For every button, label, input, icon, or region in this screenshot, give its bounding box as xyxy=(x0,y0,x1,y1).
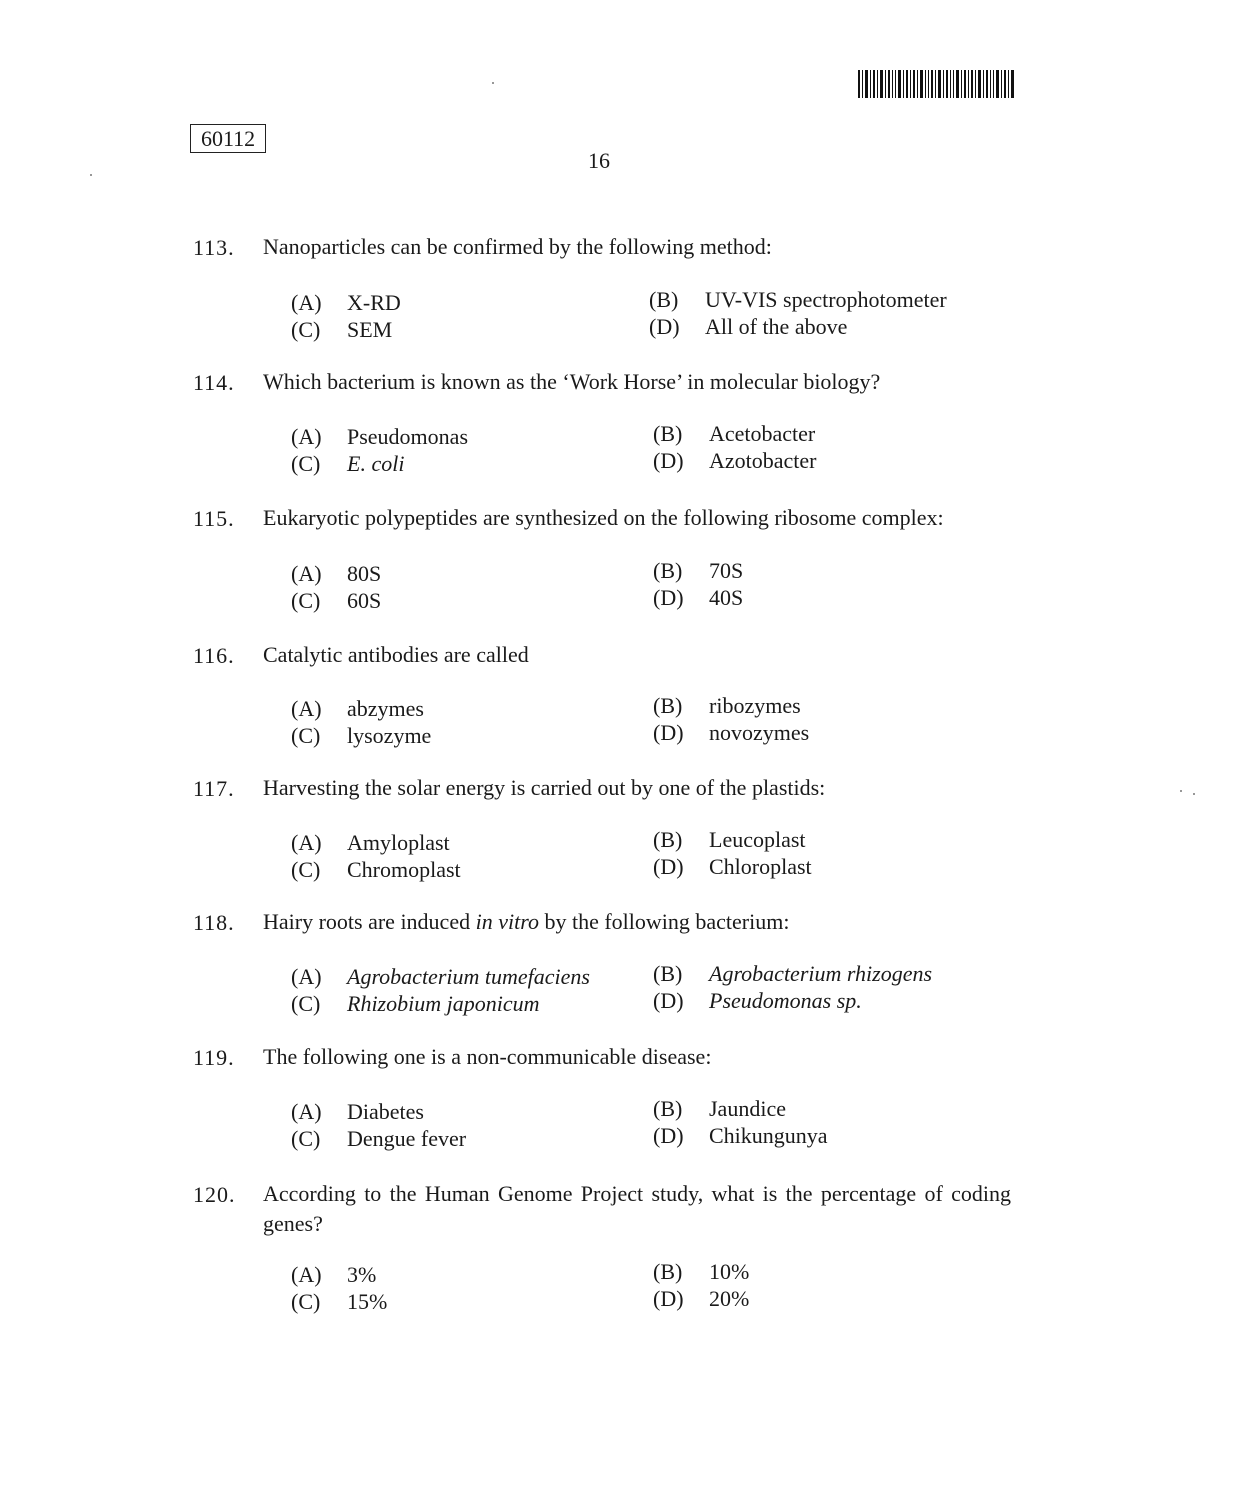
option-label: (D) xyxy=(653,854,684,879)
option-text: lysozyme xyxy=(347,723,432,748)
option-c xyxy=(291,588,381,614)
option-text: Dengue fever xyxy=(347,1126,467,1151)
option-label: (D) xyxy=(653,585,684,610)
option-text: E. coli xyxy=(347,451,405,476)
question-text-italic: in vitro xyxy=(475,909,539,934)
option-c xyxy=(291,317,392,343)
option-text: Leucoplast xyxy=(709,827,806,852)
option-c xyxy=(291,857,461,883)
option-text: Acetobacter xyxy=(709,421,816,446)
option-c xyxy=(291,1289,387,1315)
option-label: (C) xyxy=(291,1126,321,1151)
option-c xyxy=(291,451,404,477)
option-text: Agrobacterium tumefaciens xyxy=(347,964,590,989)
option-text: 10% xyxy=(709,1259,750,1284)
scan-speck xyxy=(1193,793,1195,795)
option-label: (D) xyxy=(653,448,684,473)
option-text: Chikungunya xyxy=(709,1123,828,1148)
option-d xyxy=(649,314,847,340)
option-d xyxy=(653,720,809,746)
option-label: (C) xyxy=(291,723,321,748)
option-text: 3% xyxy=(347,1262,377,1287)
option-d xyxy=(653,1286,749,1312)
option-text: SEM xyxy=(347,317,393,342)
question-number: 115. xyxy=(193,506,235,531)
option-label: (A) xyxy=(291,561,322,586)
option-d xyxy=(653,1123,828,1149)
option-label: (D) xyxy=(653,1286,684,1311)
option-a xyxy=(291,1099,424,1125)
option-label: (D) xyxy=(649,314,680,339)
option-b xyxy=(653,693,801,719)
option-text: X-RD xyxy=(347,290,401,315)
question-text-part: Hairy roots are induced xyxy=(263,909,476,934)
question-text: Eukaryotic polypeptides are synthesized on the following ribosome complex: xyxy=(263,505,944,530)
option-label: (D) xyxy=(653,720,684,745)
option-label: (B) xyxy=(649,287,679,312)
option-a xyxy=(291,424,468,450)
option-text: Pseudomonas xyxy=(347,424,468,449)
question-text: Nanoparticles can be confirmed by the following method: xyxy=(263,234,772,259)
option-label: (B) xyxy=(653,1259,683,1284)
option-b xyxy=(653,827,806,853)
option-text: Chloroplast xyxy=(709,854,812,879)
option-text: Amyloplast xyxy=(347,830,450,855)
option-label: (C) xyxy=(291,1289,321,1314)
option-label: (A) xyxy=(291,830,322,855)
option-label: (C) xyxy=(291,317,321,342)
question-text: The following one is a non-communicable disease: xyxy=(263,1044,712,1069)
option-label: (B) xyxy=(653,693,683,718)
question-number: 119. xyxy=(193,1045,235,1070)
option-d xyxy=(653,585,743,611)
scan-speck xyxy=(90,174,92,176)
option-label: (A) xyxy=(291,1099,322,1124)
option-label: (A) xyxy=(291,964,322,989)
option-d xyxy=(653,448,817,474)
option-a xyxy=(291,1262,376,1288)
option-label: (A) xyxy=(291,1262,322,1287)
option-c xyxy=(291,723,431,749)
option-label: (B) xyxy=(653,558,683,583)
option-label: (C) xyxy=(291,588,321,613)
option-d xyxy=(653,854,812,880)
option-label: (D) xyxy=(653,1123,684,1148)
option-text: All of the above xyxy=(705,314,848,339)
option-text: 60S xyxy=(347,588,382,613)
page-number: 16 xyxy=(588,148,610,173)
option-text: UV-VIS spectrophotometer xyxy=(705,287,947,312)
option-text: Agrobacterium rhizogens xyxy=(709,961,933,986)
question-text: According to the Human Genome Project study, what is the percentage of coding genes? xyxy=(263,1181,1011,1236)
option-d xyxy=(653,988,862,1014)
option-a xyxy=(291,696,424,722)
question-number: 120. xyxy=(193,1182,236,1207)
option-c xyxy=(291,1126,466,1152)
option-a xyxy=(291,964,590,990)
question-text-part: by the following bacterium: xyxy=(538,909,790,934)
option-b xyxy=(653,558,743,584)
option-label: (C) xyxy=(291,991,321,1016)
option-text: 15% xyxy=(347,1289,388,1314)
option-label: (D) xyxy=(653,988,684,1013)
option-label: (A) xyxy=(291,290,322,315)
option-label: (B) xyxy=(653,827,683,852)
option-text: 20% xyxy=(709,1286,750,1311)
option-label: (A) xyxy=(291,424,322,449)
option-b xyxy=(653,961,932,987)
option-text: 40S xyxy=(709,585,744,610)
question-text xyxy=(263,907,1011,937)
option-text: Azotobacter xyxy=(709,448,817,473)
option-b xyxy=(653,1259,749,1285)
question-text: Catalytic antibodies are called xyxy=(263,642,529,667)
option-label: (B) xyxy=(653,421,683,446)
question-number: 117. xyxy=(193,776,235,801)
option-text: 70S xyxy=(709,558,744,583)
option-label: (C) xyxy=(291,451,321,476)
option-text: novozymes xyxy=(709,720,810,745)
option-b xyxy=(649,287,947,313)
option-label: (B) xyxy=(653,961,683,986)
option-b xyxy=(653,421,815,447)
option-text: ribozymes xyxy=(709,693,801,718)
option-text: Chromoplast xyxy=(347,857,461,882)
option-label: (B) xyxy=(653,1096,683,1121)
option-label: (A) xyxy=(291,696,322,721)
question-text: Harvesting the solar energy is carried out by one of the plastids: xyxy=(263,775,826,800)
option-a xyxy=(291,561,381,587)
option-text: Jaundice xyxy=(709,1096,786,1121)
question-number: 118. xyxy=(193,910,235,935)
option-b xyxy=(653,1096,786,1122)
paper-code-box: 60112 xyxy=(190,124,266,153)
option-text: Diabetes xyxy=(347,1099,424,1124)
option-text: Pseudomonas sp. xyxy=(709,988,862,1013)
question-number: 114. xyxy=(193,370,235,395)
question-text: Which bacterium is known as the ‘Work Horse’ in molecular biology? xyxy=(263,369,881,394)
option-text: abzymes xyxy=(347,696,424,721)
barcode-image xyxy=(858,70,1014,98)
option-text: Rhizobium japonicum xyxy=(347,991,540,1016)
option-label: (C) xyxy=(291,857,321,882)
scan-speck xyxy=(1180,790,1182,792)
scan-speck xyxy=(492,82,494,84)
question-number: 113. xyxy=(193,235,235,260)
option-text: 80S xyxy=(347,561,382,586)
option-c xyxy=(291,991,540,1017)
option-a xyxy=(291,830,450,856)
option-a xyxy=(291,290,401,316)
question-number: 116. xyxy=(193,643,235,668)
